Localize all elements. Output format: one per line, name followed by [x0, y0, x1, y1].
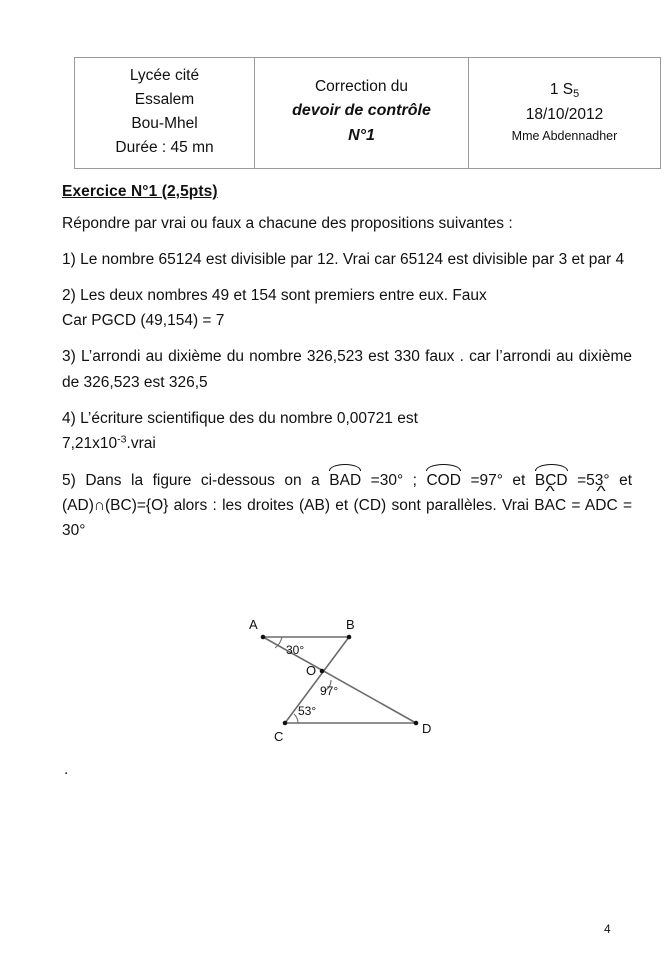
item-4-number: 4) — [62, 409, 76, 427]
label-b: B — [346, 617, 355, 632]
page-number: 4 — [604, 922, 611, 936]
item-5-text-5: C = A — [554, 496, 596, 514]
subject-cell — [255, 58, 469, 169]
point-a-dot — [261, 635, 266, 640]
angle-notation-cod: COD — [426, 467, 460, 493]
angle-hat-d: ^ D — [595, 493, 606, 518]
school-name-line3: Bou-Mhel — [131, 115, 198, 133]
angle-label-30: 30° — [286, 643, 305, 657]
item-4-mantissa: 7,21x10 — [62, 434, 118, 452]
item-3-text: L’arrondi au dixième du nombre 326,523 est 330 faux . car l’arrondi au dixième de 326,523 est 326,5 — [62, 348, 632, 391]
class-level — [473, 78, 656, 103]
answer-item-1 — [62, 247, 632, 272]
class-cell — [469, 58, 661, 169]
item-2-text-second-line: Car PGCD (49,154) = 7 — [62, 312, 225, 330]
angle-notation-bcd: BCD — [535, 467, 568, 493]
angle-label-53: 53° — [298, 704, 317, 718]
point-b-dot — [347, 635, 352, 640]
stray-punctuation-mark: . — [64, 761, 69, 778]
item-2-number: 2) — [62, 287, 76, 305]
table-row — [75, 58, 661, 169]
exercise-instruction: Répondre par vrai ou faux a chacune des propositions suivantes : — [62, 215, 513, 232]
item-4-exponent: -3 — [117, 433, 127, 446]
school-name-line2: Essalem — [134, 91, 195, 109]
assessment-title: devoir de contrôle — [292, 102, 431, 120]
exam-duration: Durée : 45 mn — [115, 139, 214, 157]
item-3-number: 3) — [62, 348, 76, 366]
school-cell — [75, 58, 255, 169]
label-d: D — [422, 721, 432, 736]
correction-label: Correction du — [314, 78, 409, 96]
geometry-figure — [232, 612, 452, 747]
exam-date: 18/10/2012 — [525, 105, 604, 123]
exercise-body — [62, 183, 632, 552]
angle-hat-a: ^ A — [545, 493, 555, 518]
item-1-text: Le nombre 65124 est divisible par 12. Vrai car 65124 est divisible par 3 et par 4 — [80, 251, 625, 269]
item-5-number: 5) — [62, 471, 76, 489]
item-5-text-2: =30° ; — [361, 471, 427, 489]
angle-label-97: 97° — [320, 684, 339, 698]
item-2-text: Les deux nombres 49 et 154 sont premiers entre eux. Faux — [80, 287, 487, 305]
teacher-name: Mme Abdennadher — [511, 128, 618, 143]
angle-notation-bad: BAD — [329, 467, 361, 493]
item-5-text-6: C = 30° — [62, 496, 632, 540]
label-a: A — [249, 617, 258, 632]
geometry-figure-svg — [232, 612, 452, 747]
assessment-number: N°1 — [348, 127, 375, 145]
item-5-text-intro: Dans la figure ci-dessous on a — [85, 471, 330, 489]
label-c: C — [274, 729, 284, 744]
point-d-dot — [414, 721, 419, 726]
item-4-text-part1: L’écriture scientifique des du nombre 0,00721 est — [80, 409, 418, 427]
answer-item-3 — [62, 344, 632, 394]
class-level-text: 1 S — [549, 80, 574, 98]
item-1-number: 1) — [62, 251, 76, 269]
school-name-line1: Lycée cité — [129, 67, 200, 84]
point-o-dot — [320, 669, 325, 674]
exercise-title: Exercice N°1 (2,5pts) — [62, 183, 218, 200]
item-4-text-part2: .vrai — [126, 434, 156, 452]
class-level-subscript: 5 — [573, 87, 580, 100]
item-5-text-4: =53° et (AD)∩(BC)={O} alors : les droites (AB) et (CD) sont parallèles. Vrai B — [62, 471, 633, 514]
answer-item-5 — [62, 467, 632, 543]
header-info-table — [74, 57, 661, 169]
answer-item-2 — [62, 283, 632, 333]
item-5-text-3: =97° et — [460, 471, 535, 489]
item-4-scientific-notation — [62, 435, 156, 452]
label-o: O — [306, 663, 317, 678]
point-c-dot — [283, 721, 288, 726]
answer-item-4 — [62, 406, 632, 456]
